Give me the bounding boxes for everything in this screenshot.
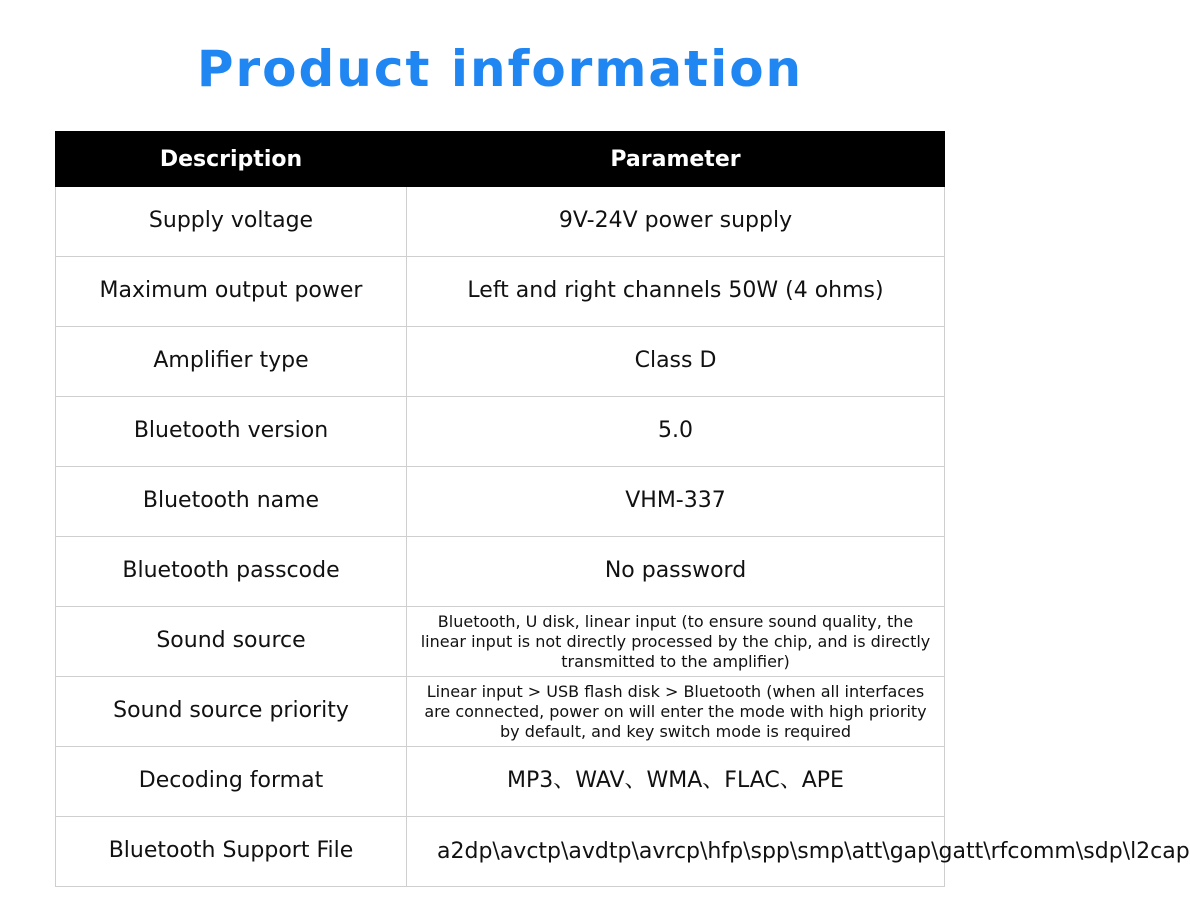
row-parameter: Left and right channels 50W (4 ohms)	[407, 257, 945, 327]
table-row	[56, 397, 945, 467]
row-parameter: MP3、WAV、WMA、FLAC、APE	[407, 747, 945, 817]
row-description: Bluetooth passcode	[56, 537, 407, 607]
row-parameter: Bluetooth, U disk, linear input (to ensure sound quality, the linear input is not directly processed by the chip, and is directly transmitted to the amplifier)	[407, 607, 945, 677]
spec-table	[55, 131, 1190, 887]
table-row	[56, 187, 945, 257]
row-parameter: VHM-337	[407, 467, 945, 537]
row-description: Supply voltage	[56, 187, 407, 257]
row-description: Sound source priority	[56, 677, 407, 747]
row-description: Bluetooth name	[56, 467, 407, 537]
table-row	[56, 257, 945, 327]
row-parameter: 5.0	[407, 397, 945, 467]
row-parameter: a2dp\avctp\avdtp\avrcp\hfp\spp\smp\att\gap\gatt\rfcomm\sdp\l2cap	[407, 817, 945, 887]
header-description: Description	[56, 132, 407, 187]
table-row	[56, 327, 945, 397]
row-description: Bluetooth version	[56, 397, 407, 467]
table-row	[56, 467, 945, 537]
table-row	[56, 537, 945, 607]
row-description: Amplifier type	[56, 327, 407, 397]
table-row	[56, 677, 945, 747]
row-description: Sound source	[56, 607, 407, 677]
table-row	[56, 607, 945, 677]
row-parameter: Linear input > USB flash disk > Bluetooth (when all interfaces are connected, power on will enter the mode with high priority by default, and key switch mode is required	[407, 677, 945, 747]
row-description: Maximum output power	[56, 257, 407, 327]
row-parameter: No password	[407, 537, 945, 607]
page-title: Product information	[196, 40, 804, 98]
row-parameter: Class D	[407, 327, 945, 397]
table-row	[56, 817, 945, 887]
row-description: Bluetooth Support File	[56, 817, 407, 887]
table-row	[56, 747, 945, 817]
row-parameter: 9V-24V power supply	[407, 187, 945, 257]
table-header-row	[56, 132, 945, 187]
row-description: Decoding format	[56, 747, 407, 817]
header-parameter: Parameter	[407, 132, 945, 187]
